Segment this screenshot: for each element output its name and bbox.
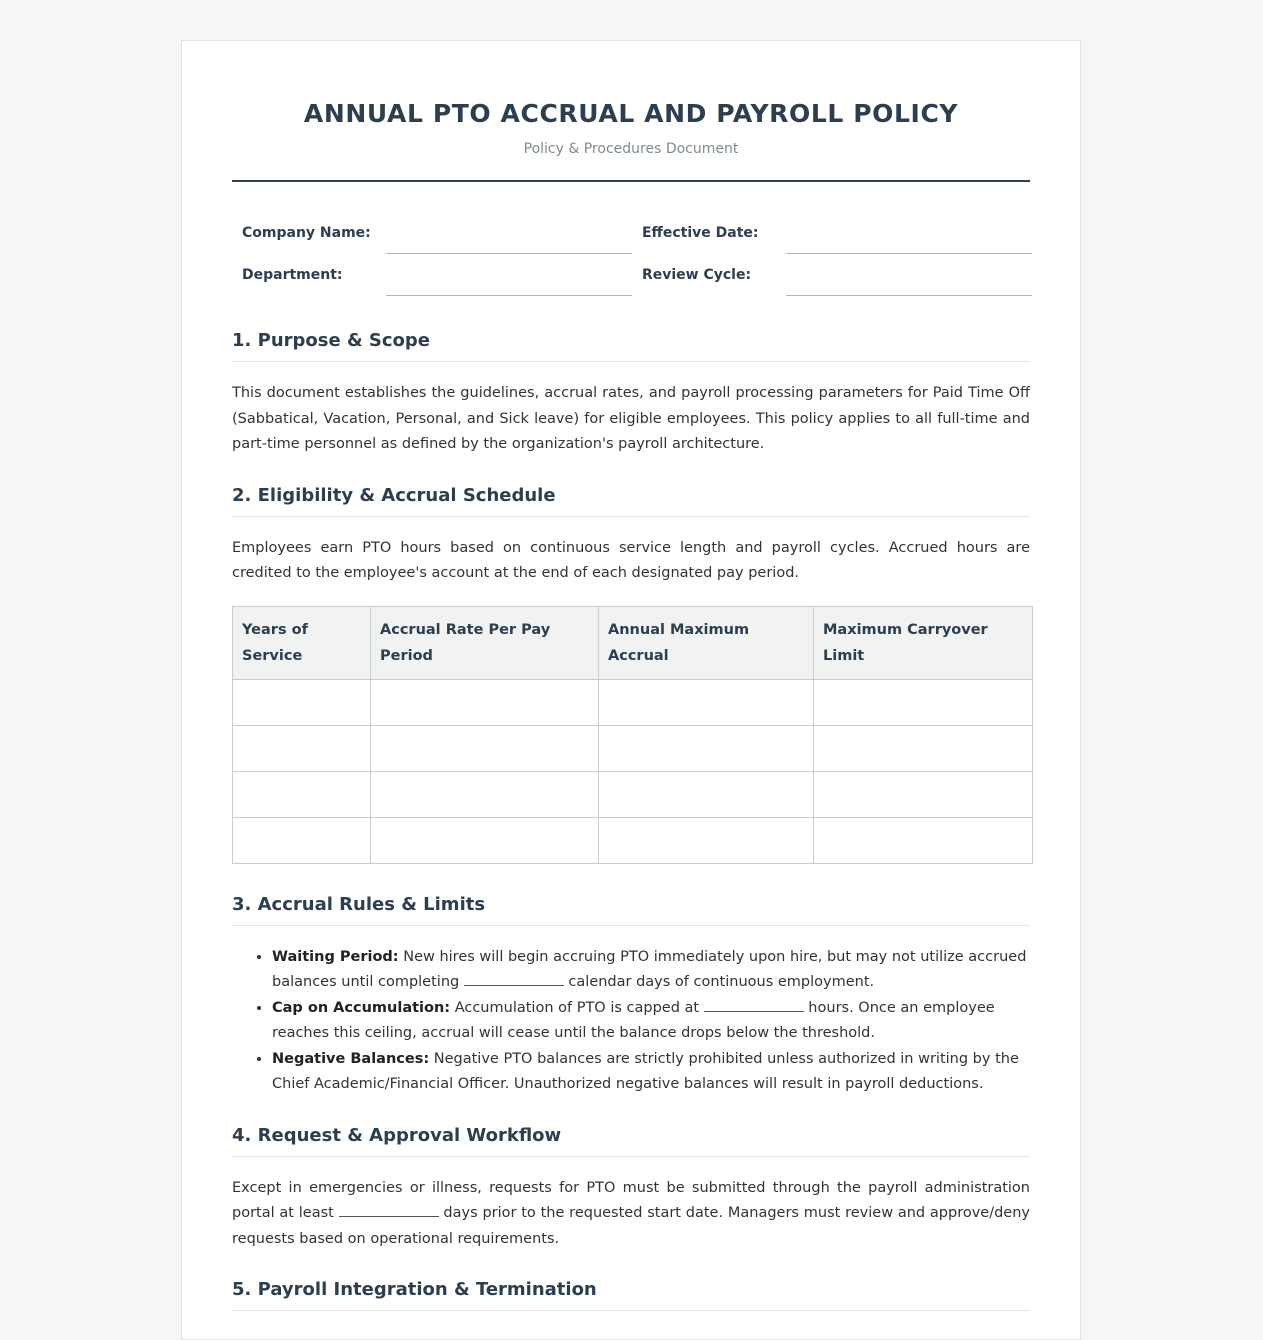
table-cell[interactable] xyxy=(599,679,814,725)
table-row xyxy=(233,771,1033,817)
document-meta-table xyxy=(232,212,1032,296)
section-4-body xyxy=(232,1176,1030,1253)
table-header-cell: Maximum Carryover Limit xyxy=(814,606,1033,679)
document-subtitle: Policy & Procedures Document xyxy=(523,141,739,157)
table-row xyxy=(233,817,1033,863)
company-name-label: Company Name: xyxy=(242,225,371,241)
table-cell[interactable] xyxy=(233,679,371,725)
rule-text: Negative PTO balances are strictly prohibited unless authorized in writing by the Chief Academic/Financial Officer. Unauthorized negative balances will result in payroll deductions. xyxy=(272,1050,1019,1092)
section-5-heading: 5. Payroll Integration & Termination xyxy=(232,1278,1030,1311)
table-cell[interactable] xyxy=(599,817,814,863)
list-item xyxy=(272,1047,1030,1098)
table-cell[interactable] xyxy=(814,771,1033,817)
table-cell[interactable] xyxy=(371,725,599,771)
table-cell[interactable] xyxy=(233,725,371,771)
review-cycle-label: Review Cycle: xyxy=(641,267,752,283)
section-2-body: Employees earn PTO hours based on continuous service length and payroll cycles. Accrued hours are credited to the employee's account at the end of each designated pay period. xyxy=(232,539,1030,581)
table-row xyxy=(233,725,1033,771)
rule-text: hours. Once an employee reaches this ceiling, accrual will cease until the balance drops below the threshold. xyxy=(272,999,995,1041)
rule-title: Cap on Accumulation: xyxy=(272,999,451,1016)
review-cycle-field[interactable] xyxy=(786,254,1032,296)
section-4-heading: 4. Request & Approval Workflow xyxy=(232,1124,1030,1157)
section-4-text: Except in emergencies or illness, requests for PTO must be submitted through the payroll administration portal at least xyxy=(232,1179,1030,1221)
table-cell[interactable] xyxy=(599,725,814,771)
table-cell[interactable] xyxy=(814,679,1033,725)
notice-days-blank[interactable] xyxy=(339,1202,439,1217)
company-name-field[interactable] xyxy=(386,212,632,254)
rule-title: Waiting Period: xyxy=(272,948,399,965)
section-3-heading: 3. Accrual Rules & Limits xyxy=(232,893,1030,926)
rule-title: Negative Balances: xyxy=(272,1050,430,1067)
table-cell[interactable] xyxy=(371,679,599,725)
rule-text: calendar days of continuous employment. xyxy=(563,974,875,990)
table-row xyxy=(233,679,1033,725)
list-item xyxy=(272,945,1030,996)
accrual-schedule-table xyxy=(232,606,1033,864)
table-header-cell: Years of Service xyxy=(233,606,371,679)
table-cell[interactable] xyxy=(371,817,599,863)
waiting-days-blank[interactable] xyxy=(464,971,564,986)
section-1-body: This document establishes the guidelines, accrual rates, and payroll processing parameters for Paid Time Off (Sabbatical, Vacation, Personal, and Sick leave) for eligible employees. This policy applies to all full-time and part-time personnel as defined by the organization's payroll architecture. xyxy=(232,385,1030,452)
accrual-rules-list xyxy=(232,945,1030,1098)
table-cell[interactable] xyxy=(233,771,371,817)
table-header-cell: Annual Maximum Accrual xyxy=(599,606,814,679)
rule-text: New hires will begin accruing PTO immediately upon hire, but may not utilize accrued balances until completing xyxy=(272,948,1027,990)
list-item xyxy=(272,996,1030,1047)
department-label: Department: xyxy=(242,267,343,283)
rule-text: Accumulation of PTO is capped at xyxy=(450,999,704,1016)
effective-date-field[interactable] xyxy=(786,212,1032,254)
cap-hours-blank[interactable] xyxy=(704,997,804,1012)
section-1-heading: 1. Purpose & Scope xyxy=(232,329,1030,362)
section-2-heading: 2. Eligibility & Accrual Schedule xyxy=(232,484,1030,517)
table-cell[interactable] xyxy=(599,771,814,817)
section-4-text: days prior to the requested start date. Managers must review and approve/deny requests based on operational requirements. xyxy=(232,1205,1030,1247)
effective-date-label: Effective Date: xyxy=(641,225,759,241)
table-header-cell: Accrual Rate Per Pay Period xyxy=(371,606,599,679)
table-cell[interactable] xyxy=(814,725,1033,771)
table-cell[interactable] xyxy=(814,817,1033,863)
table-cell[interactable] xyxy=(233,817,371,863)
title-divider xyxy=(232,180,1030,182)
policy-document xyxy=(181,40,1081,1340)
document-title: ANNUAL PTO ACCRUAL AND PAYROLL POLICY xyxy=(303,99,959,128)
department-field[interactable] xyxy=(386,254,632,296)
table-header-row xyxy=(233,606,1033,679)
table-cell[interactable] xyxy=(371,771,599,817)
